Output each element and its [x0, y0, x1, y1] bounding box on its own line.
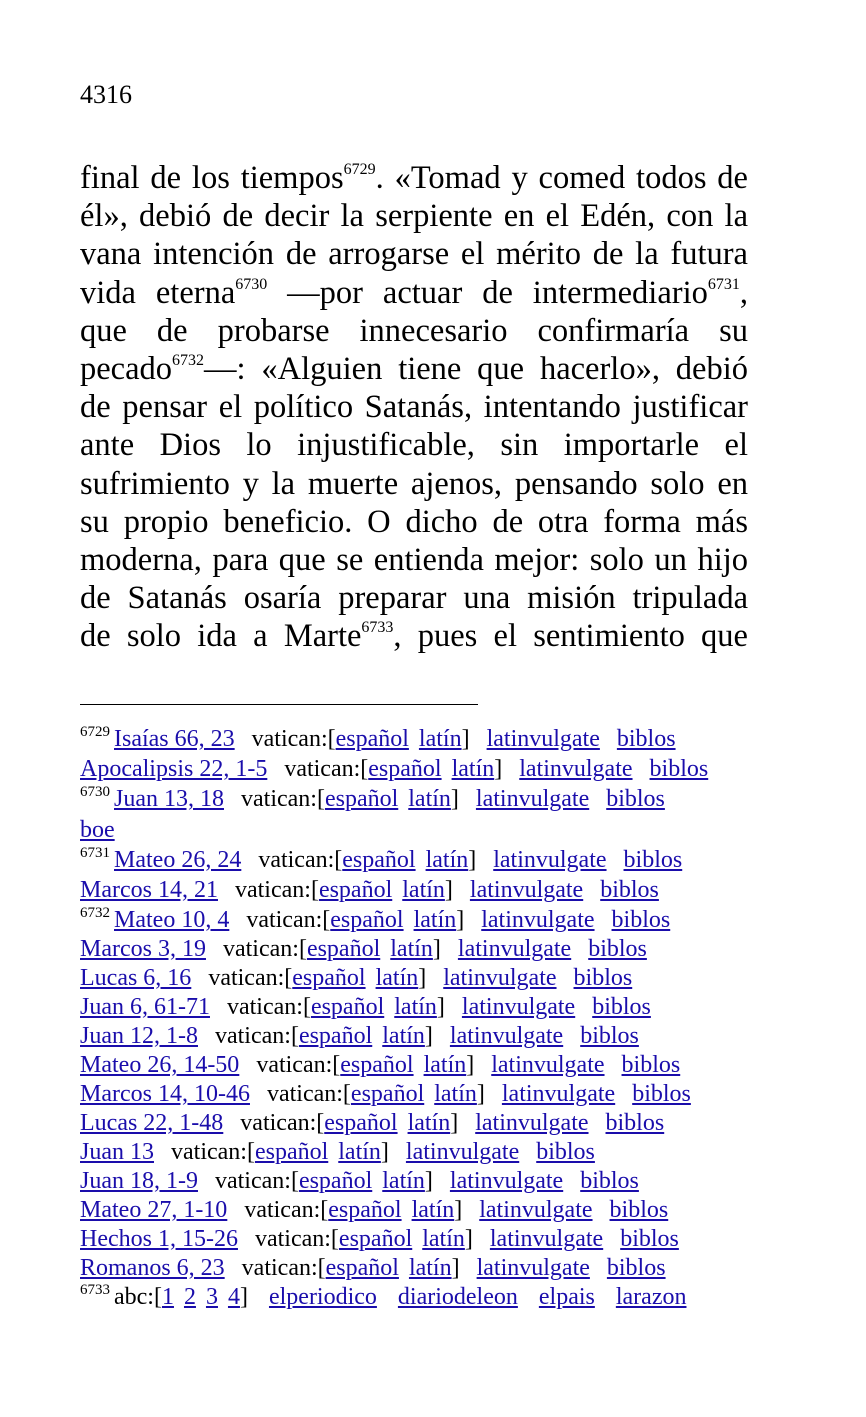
latinvulgate-link[interactable]: latinvulgate: [457, 936, 572, 963]
boe-link[interactable]: boe: [80, 816, 115, 843]
vatican-label: vatican:[: [214, 1168, 299, 1195]
body-text-segment: vana intención de arrogarse el mérito de la futura: [80, 236, 748, 273]
bracket: ]: [424, 1168, 433, 1195]
footnote-number: 6730: [80, 784, 110, 801]
footnote-ref[interactable]: 6732: [172, 351, 205, 369]
body-text-segment: de Satanás osaría preparar una misión tripulada: [80, 580, 748, 617]
vatican-label: vatican:[: [241, 786, 325, 813]
body-line: [80, 541, 748, 579]
latinvulgate-link[interactable]: latinvulgate: [481, 907, 595, 934]
footnote-line: [80, 815, 760, 845]
bracket: ]: [494, 756, 503, 783]
footnote-line: [80, 875, 760, 905]
latinvulgate-link[interactable]: latinvulgate: [501, 1081, 616, 1108]
abc-label: abc:[: [114, 1284, 162, 1311]
vatican-latin-link[interactable]: latín: [418, 726, 462, 752]
bible-reference-link[interactable]: Isaías 66, 23: [114, 726, 235, 752]
vatican-espanol-link[interactable]: español: [368, 756, 442, 783]
biblos-link[interactable]: biblos: [573, 965, 633, 992]
biblos-link[interactable]: biblos: [606, 1255, 666, 1282]
vatican-espanol-link[interactable]: español: [324, 1110, 398, 1137]
footnote-line: [80, 1108, 760, 1137]
footnote-line: [80, 784, 760, 814]
vatican-label: vatican:[: [226, 994, 311, 1021]
vatican-label: vatican:[: [246, 907, 331, 934]
footnote-line: [80, 1166, 760, 1195]
vatican-label: vatican:[: [214, 1023, 299, 1050]
bible-reference-link[interactable]: Mateo 27, 1-10: [80, 1197, 228, 1224]
vatican-espanol-link[interactable]: español: [335, 726, 409, 752]
footnote-line: [80, 992, 760, 1021]
footnote-number: 6732: [80, 905, 110, 922]
body-text-segment: de pensar el político Satanás, intentando justificar: [80, 389, 748, 426]
biblos-link[interactable]: biblos: [592, 994, 651, 1021]
vatican-label: vatican:[: [241, 1255, 326, 1282]
vatican-latin-link[interactable]: latín: [394, 994, 437, 1021]
abc-link-3[interactable]: 3: [205, 1284, 218, 1311]
vatican-espanol-link[interactable]: español: [306, 936, 381, 963]
footnote-ref[interactable]: 6731: [707, 275, 740, 293]
vatican-latin-link[interactable]: latín: [451, 756, 495, 783]
bible-reference-link[interactable]: Marcos 14, 21: [80, 876, 218, 903]
vatican-latin-link[interactable]: latín: [408, 786, 451, 813]
vatican-espanol-link[interactable]: español: [310, 994, 385, 1021]
elperiodico-link[interactable]: elperiodico: [268, 1284, 377, 1311]
bracket: ]: [418, 965, 427, 992]
body-text-segment: pecado: [80, 350, 173, 387]
vatican-espanol-link[interactable]: español: [338, 1226, 413, 1253]
vatican-latin-link[interactable]: latín: [390, 936, 433, 963]
footnote-line: [80, 1079, 760, 1108]
abc-link-1[interactable]: 1: [161, 1284, 174, 1311]
footnote-number: 6729: [80, 724, 110, 740]
footnote-ref[interactable]: 6730: [235, 275, 268, 293]
latinvulgate-link[interactable]: latinvulgate: [491, 1052, 605, 1079]
footnote-line: [80, 1282, 760, 1312]
bible-reference-link[interactable]: Hechos 1, 15-26: [80, 1226, 238, 1253]
vatican-latin-link[interactable]: latín: [434, 1081, 477, 1108]
body-text-segment: moderna, para que se entienda mejor: solo un hijo: [80, 541, 748, 578]
body-text-segment: que de probarse innecesario confirmaría su: [80, 312, 748, 349]
bracket: ]: [239, 1284, 248, 1311]
footnote-line: [80, 905, 760, 934]
bracket: ]: [450, 1110, 459, 1137]
bible-reference-link[interactable]: Marcos 3, 19: [80, 936, 206, 963]
vatican-espanol-link[interactable]: español: [325, 1255, 399, 1282]
footnote-ref[interactable]: 6733: [361, 619, 394, 637]
biblos-link[interactable]: biblos: [605, 1110, 665, 1137]
body-text-segment: . «Tomad y comed todos de: [375, 160, 748, 196]
footnote-separator: [80, 704, 478, 705]
bible-reference-link[interactable]: Mateo 10, 4: [114, 907, 230, 934]
vatican-latin-link[interactable]: latín: [382, 1168, 425, 1195]
footnote-line: [80, 1137, 760, 1166]
footnote-line: [80, 1224, 760, 1253]
latinvulgate-link[interactable]: latinvulgate: [479, 1197, 593, 1224]
vatican-label: vatican:[: [171, 1139, 255, 1166]
footnote-line: [80, 963, 760, 992]
vatican-espanol-link[interactable]: español: [254, 1139, 329, 1166]
biblos-link[interactable]: biblos: [611, 907, 671, 934]
bible-reference-link[interactable]: Juan 18, 1-9: [80, 1168, 198, 1195]
vatican-latin-link[interactable]: latín: [375, 965, 419, 992]
bible-reference-link[interactable]: Juan 13, 18: [114, 786, 224, 813]
body-line: [80, 350, 748, 388]
vatican-label: vatican:[: [251, 726, 336, 752]
bible-reference-link[interactable]: Marcos 14, 10-46: [80, 1081, 250, 1108]
footnote-number: 6731: [80, 844, 110, 861]
vatican-label: vatican:[: [222, 936, 307, 963]
body-text-segment: sufrimiento y la muerte ajenos, pensando solo en: [80, 465, 748, 502]
bracket: ]: [444, 876, 453, 903]
latinvulgate-link[interactable]: latinvulgate: [475, 1110, 589, 1137]
vatican-latin-link[interactable]: latín: [423, 1052, 467, 1079]
vatican-espanol-link[interactable]: español: [298, 1168, 373, 1195]
body-text-segment: de solo ida a Marte: [80, 618, 362, 655]
biblos-link[interactable]: biblos: [623, 846, 683, 873]
bible-reference-link[interactable]: Apocalipsis 22, 1-5: [80, 756, 268, 783]
latinvulgate-link[interactable]: latinvulgate: [493, 846, 607, 873]
vatican-label: vatican:[: [254, 1226, 339, 1253]
vatican-label: vatican:[: [208, 965, 293, 992]
bracket: ]: [476, 1081, 485, 1108]
vatican-espanol-link[interactable]: español: [350, 1081, 425, 1108]
bracket: ]: [380, 1139, 389, 1166]
body-line: [80, 503, 748, 541]
biblos-link[interactable]: biblos: [609, 1197, 669, 1224]
body-text-segment: , pues el sentimiento que: [393, 618, 748, 655]
biblos-link[interactable]: biblos: [606, 786, 665, 813]
body-text-segment: final de los tiempos: [80, 160, 344, 196]
body-text: [80, 159, 748, 655]
vatican-espanol-link[interactable]: español: [328, 1197, 402, 1224]
vatican-latin-link[interactable]: latín: [408, 1255, 452, 1282]
bible-reference-link[interactable]: Juan 12, 1-8: [80, 1023, 198, 1050]
vatican-latin-link[interactable]: latín: [402, 876, 445, 903]
latinvulgate-link[interactable]: latinvulgate: [469, 876, 584, 903]
bible-reference-link[interactable]: Juan 13: [80, 1139, 154, 1166]
bracket: ]: [454, 1197, 463, 1224]
bracket: ]: [436, 994, 445, 1021]
body-text-segment: ,: [739, 274, 748, 311]
footnote-line: [80, 754, 760, 784]
biblos-link[interactable]: biblos: [621, 1052, 681, 1079]
footnote-line: [80, 1021, 760, 1050]
diariodeleon-link[interactable]: diariodeleon: [397, 1284, 518, 1311]
vatican-espanol-link[interactable]: español: [324, 786, 399, 813]
bracket: ]: [451, 1255, 460, 1282]
latinvulgate-link[interactable]: latinvulgate: [449, 1168, 564, 1195]
vatican-latin-link[interactable]: latín: [422, 1226, 465, 1253]
footnote-line: [80, 724, 760, 754]
body-text-segment: su propio beneficio. O dicho de otra forma más: [80, 503, 748, 540]
latinvulgate-link[interactable]: latinvulgate: [461, 994, 576, 1021]
vatican-label: vatican:[: [234, 876, 319, 903]
latinvulgate-link[interactable]: latinvulgate: [443, 965, 557, 992]
body-text-segment: ante Dios lo injustificable, sin importarle el: [80, 427, 748, 464]
vatican-espanol-link[interactable]: español: [318, 876, 393, 903]
bracket: ]: [461, 726, 470, 752]
bible-reference-link[interactable]: Lucas 6, 16: [80, 965, 192, 992]
biblos-link[interactable]: biblos: [588, 936, 647, 963]
vatican-latin-link[interactable]: latín: [382, 1023, 425, 1050]
bible-reference-link[interactable]: Romanos 6, 23: [80, 1255, 225, 1282]
vatican-label: vatican:[: [244, 1197, 329, 1224]
footnote-line: [80, 1253, 760, 1282]
footnote-number: 6733: [80, 1282, 110, 1299]
vatican-latin-link[interactable]: latín: [425, 846, 469, 873]
latinvulgate-link[interactable]: latinvulgate: [489, 1226, 604, 1253]
bracket: ]: [432, 936, 441, 963]
vatican-label: vatican:[: [240, 1110, 325, 1137]
body-text-segment: vida eterna: [80, 274, 236, 311]
vatican-espanol-link[interactable]: español: [292, 965, 366, 992]
vatican-latin-link[interactable]: latín: [338, 1139, 381, 1166]
latinvulgate-link[interactable]: latinvulgate: [519, 756, 633, 783]
vatican-label: vatican:[: [284, 756, 369, 783]
bracket: ]: [464, 1226, 473, 1253]
vatican-latin-link[interactable]: latín: [411, 1197, 455, 1224]
body-line: [80, 312, 748, 350]
vatican-label: vatican:[: [266, 1081, 351, 1108]
vatican-espanol-link[interactable]: español: [342, 846, 416, 873]
footnote-ref[interactable]: 6729: [343, 161, 376, 178]
body-line: [80, 235, 748, 273]
body-line: [80, 617, 748, 655]
footnote-line: [80, 1050, 760, 1079]
latinvulgate-link[interactable]: latinvulgate: [449, 1023, 564, 1050]
latinvulgate-link[interactable]: latinvulgate: [475, 786, 590, 813]
body-line: [80, 465, 748, 503]
body-line: [80, 159, 748, 197]
footnote-line: [80, 1195, 760, 1224]
biblos-link[interactable]: biblos: [632, 1081, 691, 1108]
bible-reference-link[interactable]: Juan 6, 61-71: [80, 994, 210, 1021]
body-line: [80, 388, 748, 426]
vatican-espanol-link[interactable]: español: [298, 1023, 373, 1050]
footnote-line: [80, 845, 760, 875]
bible-reference-link[interactable]: Mateo 26, 14-50: [80, 1052, 240, 1079]
footnotes: [80, 724, 760, 1312]
elpais-link[interactable]: elpais: [538, 1284, 595, 1311]
biblos-link[interactable]: biblos: [620, 1226, 679, 1253]
vatican-latin-link[interactable]: latín: [413, 907, 457, 934]
page-number: 4316: [80, 80, 132, 109]
biblos-link[interactable]: biblos: [536, 1139, 595, 1166]
larazon-link[interactable]: larazon: [615, 1284, 687, 1311]
biblos-link[interactable]: biblos: [580, 1168, 639, 1195]
bracket: ]: [466, 1052, 475, 1079]
bracket: ]: [424, 1023, 433, 1050]
body-text-segment: —: «Alguien tiene que hacerlo», debió: [204, 350, 748, 387]
latinvulgate-link[interactable]: latinvulgate: [405, 1139, 520, 1166]
vatican-espanol-link[interactable]: español: [340, 1052, 414, 1079]
body-line: [80, 579, 748, 617]
bracket: ]: [456, 907, 465, 934]
body-line: [80, 426, 748, 464]
vatican-label: vatican:[: [256, 1052, 341, 1079]
latinvulgate-link[interactable]: latinvulgate: [476, 1255, 590, 1282]
body-text-segment: él», debió de decir la serpiente en el Edén, con la: [80, 198, 748, 235]
bracket: ]: [450, 786, 459, 813]
abc-link-2[interactable]: 2: [183, 1284, 196, 1311]
vatican-espanol-link[interactable]: español: [330, 907, 404, 934]
footnote-line: [80, 934, 760, 963]
body-line: [80, 197, 748, 235]
bracket: ]: [468, 846, 477, 873]
biblos-link[interactable]: biblos: [616, 726, 676, 752]
vatican-latin-link[interactable]: latín: [407, 1110, 451, 1137]
bible-reference-link[interactable]: Mateo 26, 24: [114, 846, 242, 873]
body-line: [80, 274, 748, 312]
biblos-link[interactable]: biblos: [649, 756, 709, 783]
bible-reference-link[interactable]: Lucas 22, 1-48: [80, 1110, 224, 1137]
abc-link-4[interactable]: 4: [227, 1284, 240, 1311]
latinvulgate-link[interactable]: latinvulgate: [486, 726, 600, 752]
biblos-link[interactable]: biblos: [580, 1023, 639, 1050]
vatican-label: vatican:[: [258, 846, 343, 873]
biblos-link[interactable]: biblos: [600, 876, 659, 903]
body-text-segment: —por actuar de intermediario: [267, 274, 708, 311]
